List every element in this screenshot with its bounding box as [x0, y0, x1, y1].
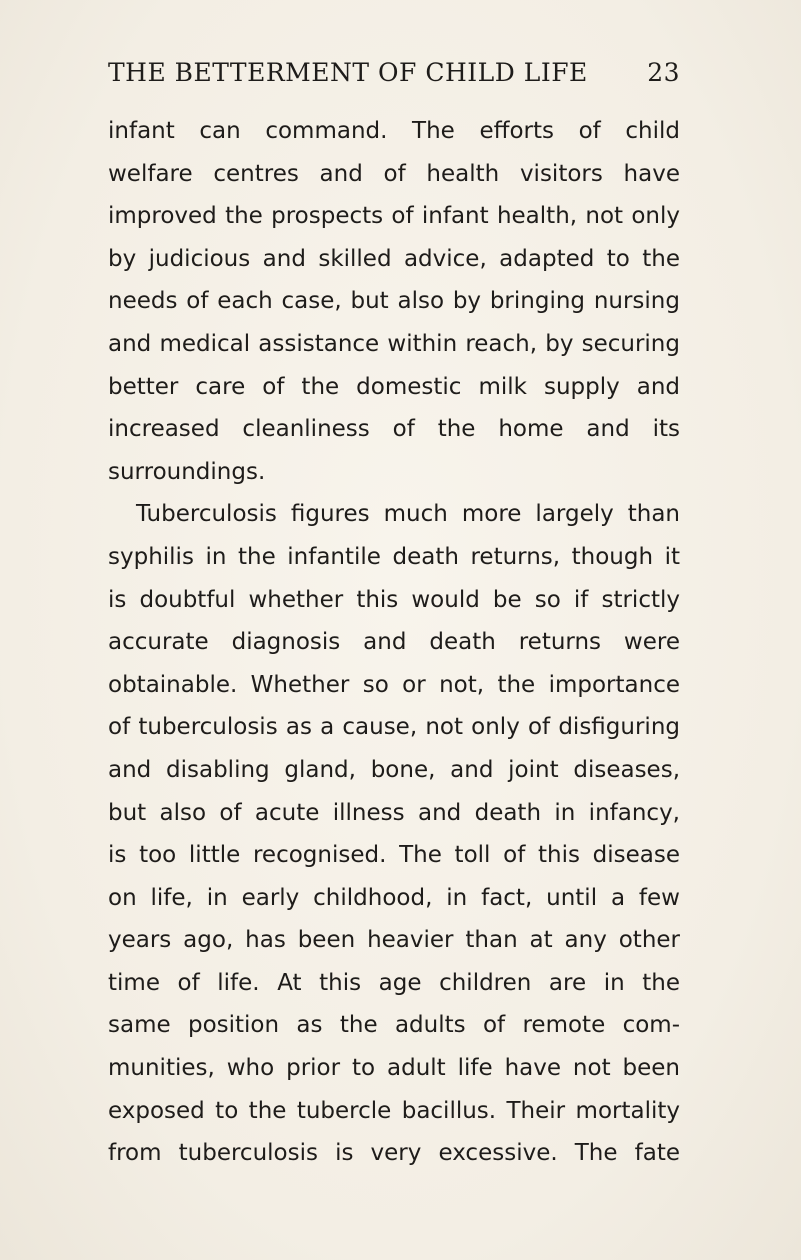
- text-line: welfare centres and of health visitors have: [108, 160, 680, 187]
- text-line: but also of acute illness and death in infancy,: [108, 799, 680, 826]
- text-line: and disabling gland, bone, and joint diseases,: [108, 756, 680, 783]
- text-line: increased cleanliness of the home and its: [108, 416, 680, 443]
- text-line: infant can command. The efforts of child: [108, 118, 680, 144]
- text-line: same position as the adults of remote com-: [108, 1012, 680, 1039]
- text-line: on life, in early childhood, in fact, until a few: [108, 884, 680, 911]
- text-line: Tuberculosis figures much more largely than: [136, 501, 680, 528]
- text-line: accurate diagnosis and death returns were: [108, 629, 680, 656]
- page-number: 23: [647, 58, 680, 87]
- text-line: is doubtful whether this would be so if strictly: [108, 586, 680, 613]
- text-line: obtainable. Whether so or not, the importance: [108, 671, 680, 698]
- text-line: surroundings.: [108, 458, 266, 485]
- text-line: better care of the domestic milk supply and: [108, 373, 680, 400]
- text-line: needs of each case, but also by bringing nursing: [108, 288, 680, 315]
- text-line: is too little recognised. The toll of this disease: [108, 842, 680, 869]
- body-text: [108, 110, 680, 1175]
- text-line: from tuberculosis is very excessive. The fate: [108, 1140, 680, 1167]
- text-line: and medical assistance within reach, by securing: [108, 330, 680, 357]
- text-line: years ago, has been heavier than at any other: [108, 927, 680, 954]
- text-line: by judicious and skilled advice, adapted to the: [108, 245, 680, 272]
- text-line: of tuberculosis as a cause, not only of disfiguring: [108, 714, 680, 741]
- text-line: exposed to the tubercle bacillus. Their mortality: [108, 1097, 680, 1124]
- text-line: improved the prospects of infant health, not only: [108, 203, 680, 230]
- text-line: syphilis in the infantile death returns, though it: [108, 543, 680, 570]
- running-header: [108, 58, 680, 98]
- running-title: THE BETTERMENT OF CHILD LIFE: [108, 58, 588, 87]
- text-line: munities, who prior to adult life have not been: [108, 1055, 680, 1082]
- text-line: time of life. At this age children are in the: [108, 969, 680, 996]
